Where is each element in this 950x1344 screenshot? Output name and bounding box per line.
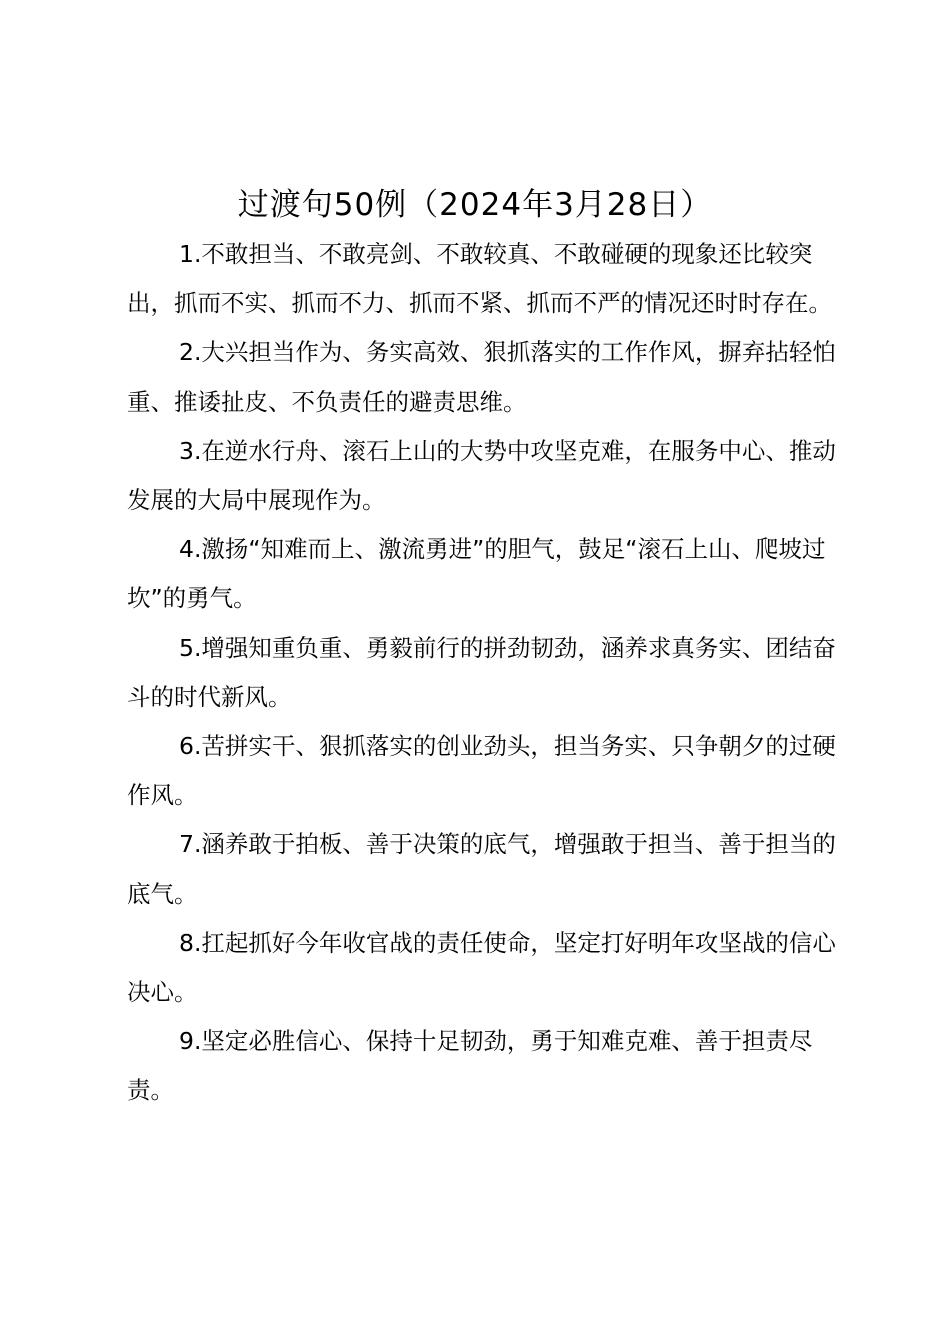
paragraph-2: 2.大兴担当作为、务实高效、狠抓落实的工作作风，摒弃拈轻怕重、推诿扯皮、不负责任的避责思维。	[127, 338, 836, 416]
paragraph-3: 3.在逆水行舟、滚石上山的大势中攻坚克难，在服务中心、推动发展的大局中展现作为。	[127, 436, 836, 515]
paragraph-7: 7.涵养敢于拍板、善于决策的底气，增强敢于担当、善于担当的底气。	[127, 830, 836, 908]
paragraph-4: 4.激扬“知难而上、激流勇进”的胆气，鼓足“滚石上山、爬坡过坎”的勇气。	[127, 535, 826, 613]
paragraph-5: 5.增强知重负重、勇毅前行的拼劲韧劲，涵养求真务实、团结奋斗的时代新风。	[127, 633, 836, 711]
paragraph-9: 9.坚定必胜信心、保持十足韧劲，勇于知难克难、善于担责尽责。	[127, 1027, 813, 1105]
document-body	[127, 230, 847, 1116]
paragraph-1: 1.不敢担当、不敢亮剑、不敢较真、不敢碰硬的现象还比较突出，抓而不实、抓而不力、抓而不紧、抓而不严的情况还时时存在。	[127, 240, 832, 318]
paragraph-8: 8.扛起抓好今年收官战的责任使命，坚定打好明年攻坚战的信心决心。	[127, 928, 836, 1007]
paragraph-6: 6.苦拼实干、狠抓落实的创业劲头，担当务实、只争朝夕的过硬作风。	[127, 732, 836, 810]
document-title: 过渡句50例（2024年3月28日）	[237, 187, 713, 223]
